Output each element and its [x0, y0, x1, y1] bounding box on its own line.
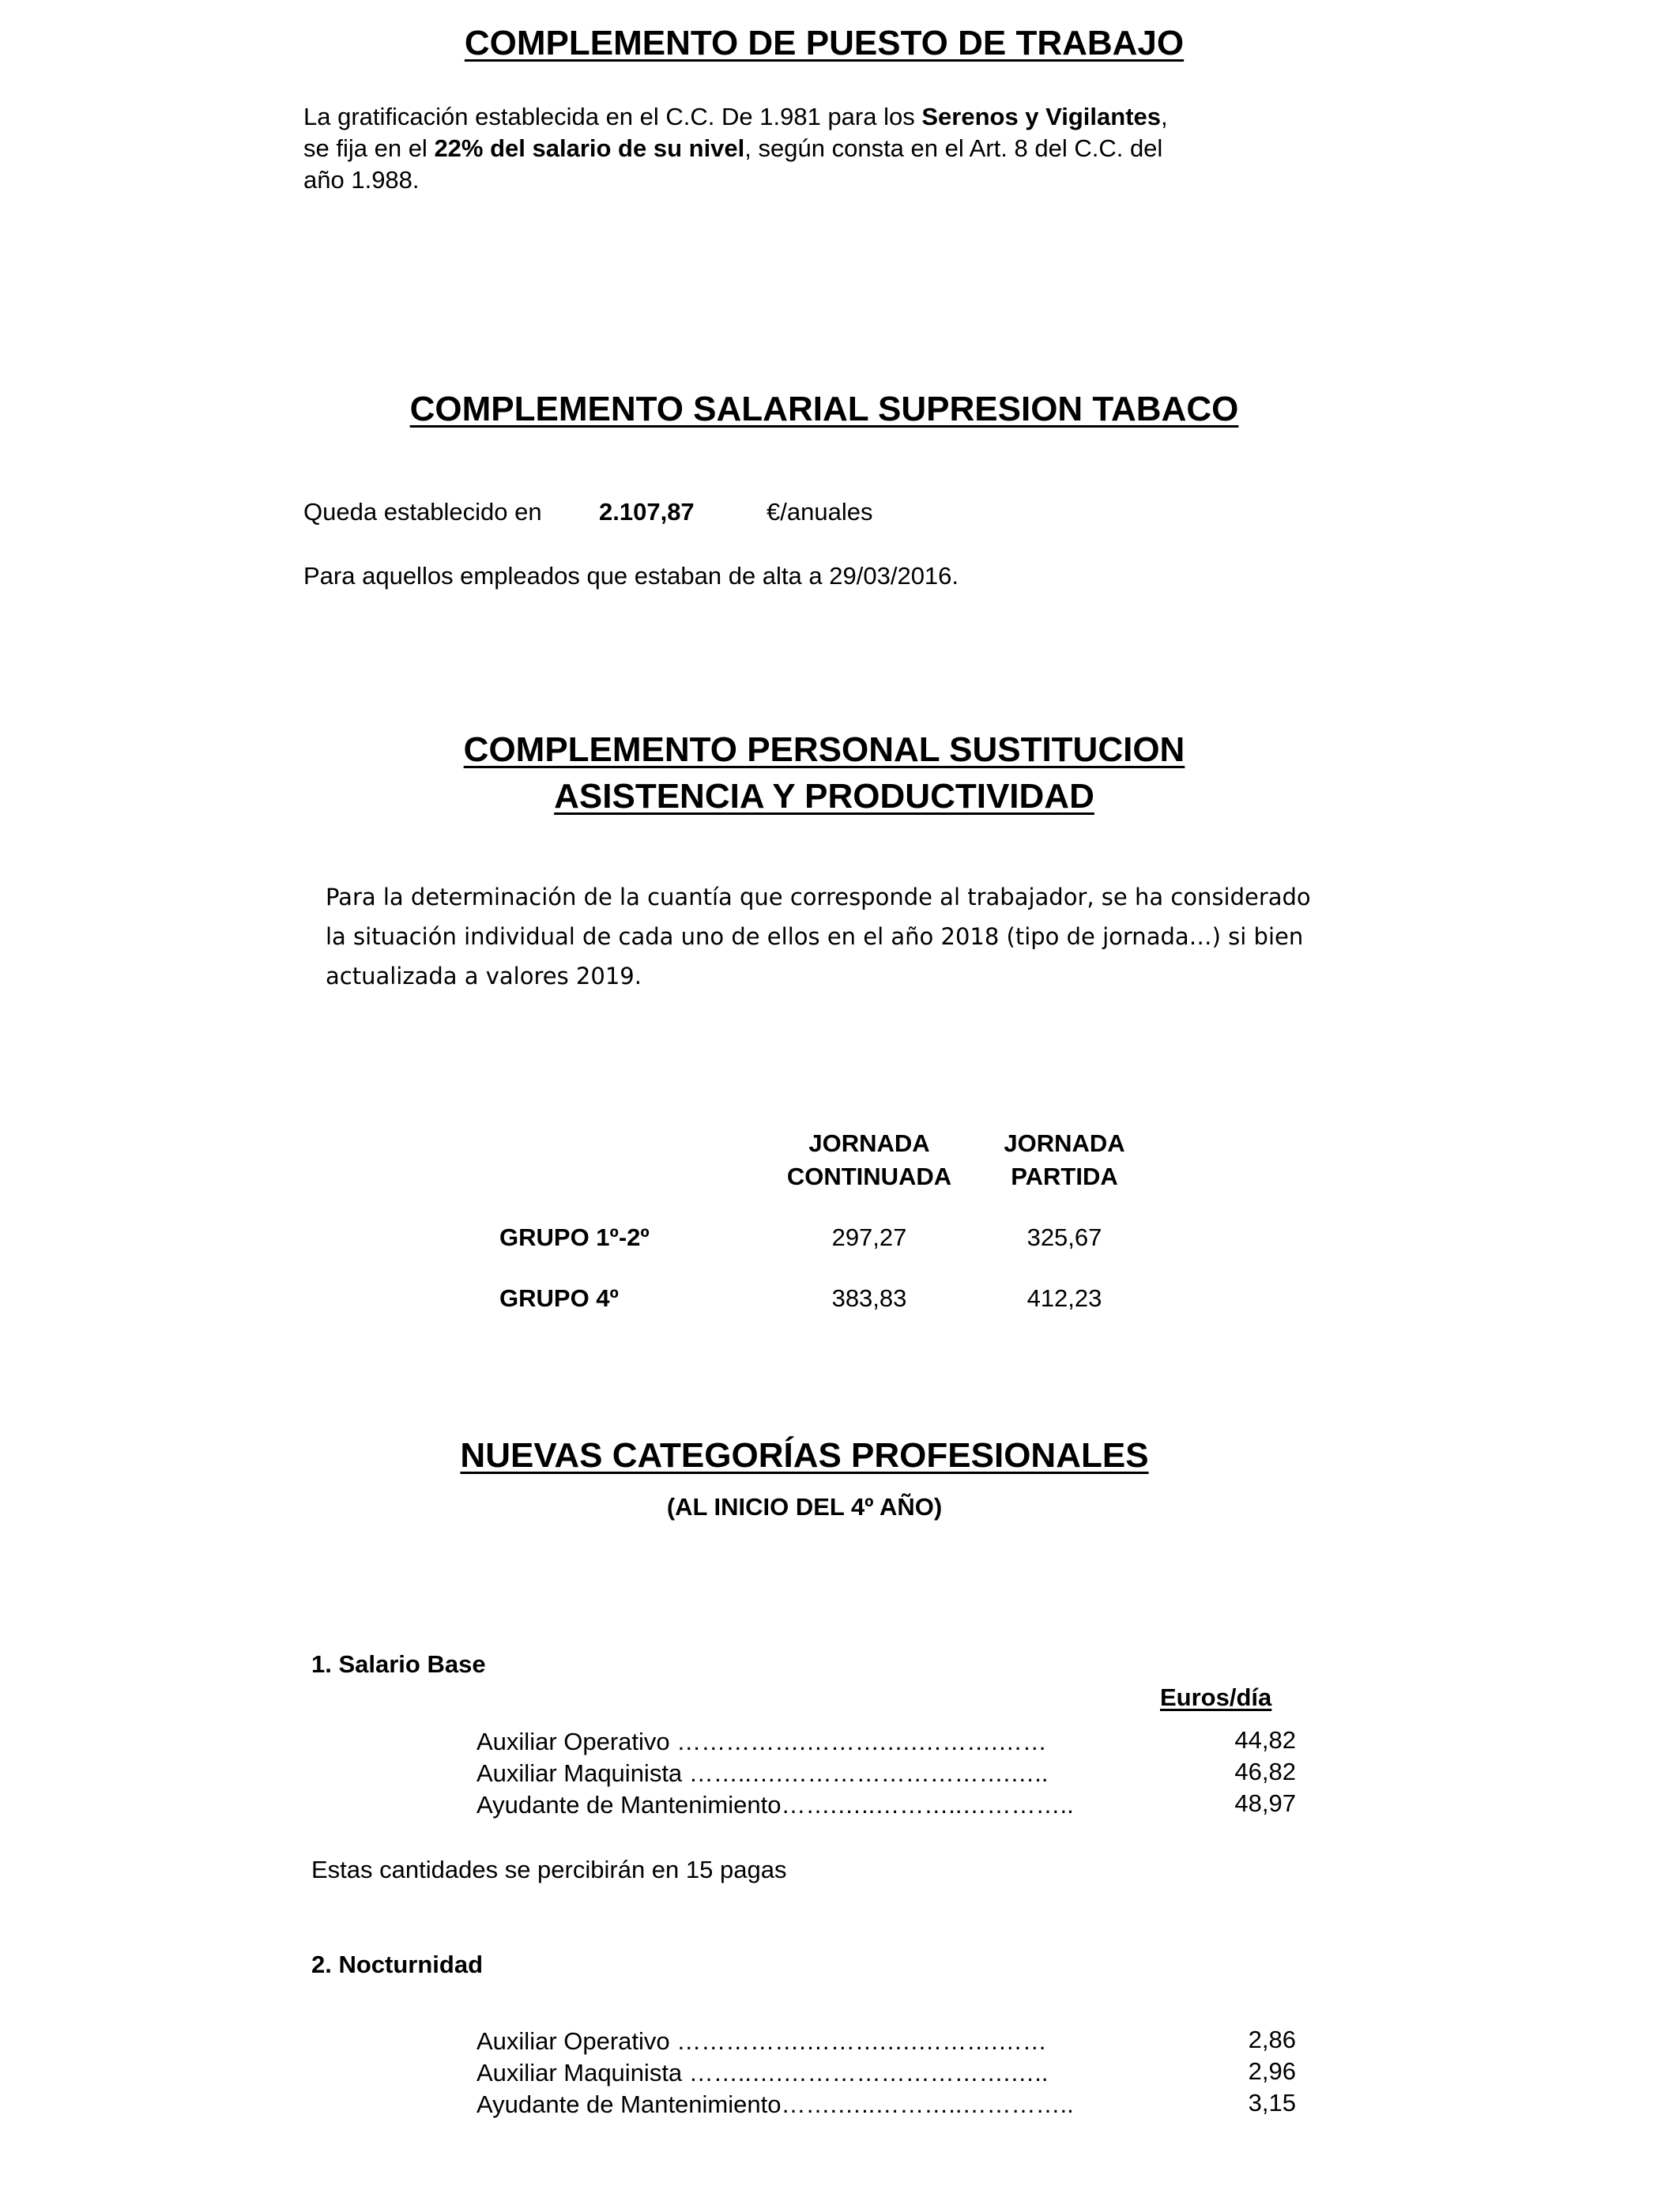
table-cell-continuada: 297,27 — [831, 1223, 907, 1251]
list-item-label: Ayudante de Mantenimiento…….…..………..………….. — [477, 1791, 1074, 1819]
tabaco-amount: 2.107,87 — [599, 498, 695, 526]
puesto-emphasis: 22% del salario de su nivel — [434, 134, 745, 162]
column-header-line: JORNADA — [808, 1129, 930, 1157]
column-header-partida — [954, 1127, 1175, 1193]
list-item-value: 3,15 — [1248, 2089, 1296, 2117]
list-item-label: Auxiliar Maquinista ……..….……………………….….. — [477, 1759, 1049, 1787]
list-item-value: 2,86 — [1248, 2026, 1296, 2053]
puesto-paragraph-line1 — [303, 101, 1168, 133]
puesto-text: se fija en el — [303, 134, 435, 162]
sustitucion-title-line1: COMPLEMENTO PERSONAL SUSTITUCION — [463, 730, 1185, 769]
categorias-subtitle: (AL INICIO DEL 4º AÑO) — [666, 1493, 943, 1521]
list-item-label: Auxiliar Maquinista ……..….……………………….….. — [477, 2059, 1049, 2087]
salario-heading: 1. Salario Base — [311, 1650, 486, 1678]
puesto-paragraph-line2 — [303, 133, 1162, 164]
sustitucion-paragraph-line2: la situación individual de cada uno de ellos en el año 2018 (tipo de jornada…) si bien — [326, 923, 1304, 950]
tabaco-note: Para aquellos empleados que estaban de alta a 29/03/2016. — [303, 562, 959, 590]
list-item-value: 46,82 — [1234, 1758, 1296, 1785]
tabaco-title: COMPLEMENTO SALARIAL SUPRESION TABACO — [409, 390, 1239, 428]
puesto-text: , según consta en el Art. 8 del C.C. del — [744, 134, 1163, 162]
puesto-title: COMPLEMENTO DE PUESTO DE TRABAJO — [464, 24, 1185, 62]
table-row-label: GRUPO 1º-2º — [499, 1223, 650, 1251]
unit-header: Euros/día — [1160, 1683, 1272, 1711]
puesto-text: La gratificación establecida en el C.C. De 1.981 para los — [303, 103, 922, 130]
list-item-value: 2,96 — [1248, 2057, 1296, 2085]
list-item-label: Ayudante de Mantenimiento…….…..………..………….. — [477, 2090, 1074, 2118]
puesto-text: , — [1161, 103, 1168, 130]
sustitucion-paragraph-line3: actualizada a valores 2019. — [326, 963, 642, 990]
puesto-paragraph-line3: año 1.988. — [303, 166, 420, 194]
list-item-label: Auxiliar Operativo …………….……….….……….…… — [477, 2027, 1047, 2055]
column-header-line: JORNADA — [1004, 1129, 1125, 1157]
tabaco-unit: €/anuales — [767, 498, 873, 526]
table-cell-partida: 412,23 — [1026, 1284, 1102, 1312]
sustitucion-title-line2: ASISTENCIA Y PRODUCTIVIDAD — [554, 777, 1094, 816]
nocturnidad-heading: 2. Nocturnidad — [311, 1951, 484, 1978]
column-header-line: CONTINUADA — [786, 1163, 952, 1190]
tabaco-label: Queda establecido en — [303, 498, 542, 526]
column-header-line: PARTIDA — [1011, 1163, 1118, 1190]
list-item-value: 48,97 — [1234, 1789, 1296, 1817]
list-item-value: 44,82 — [1234, 1726, 1296, 1754]
salario-note: Estas cantidades se percibirán en 15 pagas — [311, 1856, 787, 1883]
column-header-continuada — [759, 1127, 980, 1193]
sustitucion-paragraph-line1: Para la determinación de la cuantía que corresponde al trabajador, se ha considerado — [326, 884, 1311, 910]
table-row-label: GRUPO 4º — [499, 1284, 619, 1312]
puesto-emphasis: Serenos y Vigilantes — [921, 103, 1162, 130]
list-item-label: Auxiliar Operativo …………….……….….……….…… — [477, 1728, 1047, 1755]
categorias-title: NUEVAS CATEGORÍAS PROFESIONALES — [460, 1436, 1149, 1475]
table-cell-partida: 325,67 — [1026, 1223, 1102, 1251]
table-cell-continuada: 383,83 — [831, 1284, 907, 1312]
